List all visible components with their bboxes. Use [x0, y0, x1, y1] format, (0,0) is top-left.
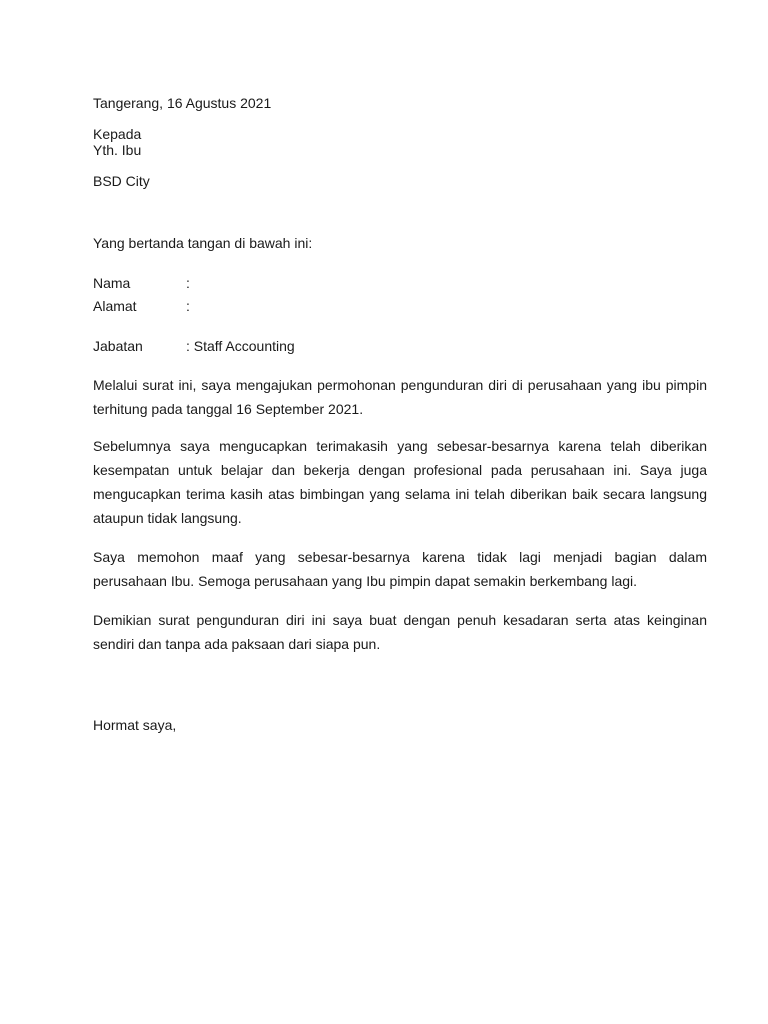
recipient-addressee: Yth. Ibu	[93, 142, 142, 158]
paragraph-line: perusahaan Ibu. Semoga perusahaan yang Ibu pimpin dapat semakin berkembang lagi.	[93, 573, 638, 589]
position-label: Jabatan	[93, 338, 143, 354]
paragraph-line: ataupun tidak langsung.	[93, 510, 242, 526]
paragraph-line: Demikian surat pengunduran diri ini saya buat dengan penuh kesadaran serta atas keinginan	[93, 612, 707, 628]
paragraph-thanks	[93, 434, 707, 530]
paragraph-resignation	[93, 373, 707, 421]
closing-salutation: Hormat saya,	[93, 717, 177, 733]
recipient-location: BSD City	[93, 173, 150, 189]
address-value: :	[186, 298, 190, 314]
intro-text: Yang bertanda tangan di bawah ini:	[93, 235, 313, 251]
paragraph-line: terhitung pada tanggal 16 September 2021.	[93, 401, 364, 417]
recipient-to-label: Kepada	[93, 126, 142, 142]
paragraph-line: sendiri dan tanpa ada paksaan dari siapa pun.	[93, 636, 381, 652]
address-label: Alamat	[93, 298, 137, 314]
paragraph-line: mengucapkan terima kasih atas bimbingan yang selama ini telah diberikan baik secara langsung	[93, 486, 707, 502]
paragraph-line: kesempatan untuk belajar dan bekerja dengan profesional pada perusahaan ini. Saya juga	[93, 462, 707, 478]
paragraph-line: Sebelumnya saya mengucapkan terimakasih yang sebesar-besarnya karena telah diberikan	[93, 438, 707, 454]
paragraph-line: Melalui surat ini, saya mengajukan permohonan pengunduran diri di perusahaan yang ibu pimpin	[93, 377, 707, 393]
name-value: :	[186, 275, 190, 291]
paragraph-apology	[93, 545, 707, 593]
place-date: Tangerang, 16 Agustus 2021	[93, 95, 272, 111]
position-value: : Staff Accounting	[186, 338, 295, 354]
paragraph-line: Saya memohon maaf yang sebesar-besarnya karena tidak lagi menjadi bagian dalam	[93, 549, 707, 565]
name-label: Nama	[93, 275, 131, 291]
paragraph-closing-statement	[93, 608, 707, 656]
